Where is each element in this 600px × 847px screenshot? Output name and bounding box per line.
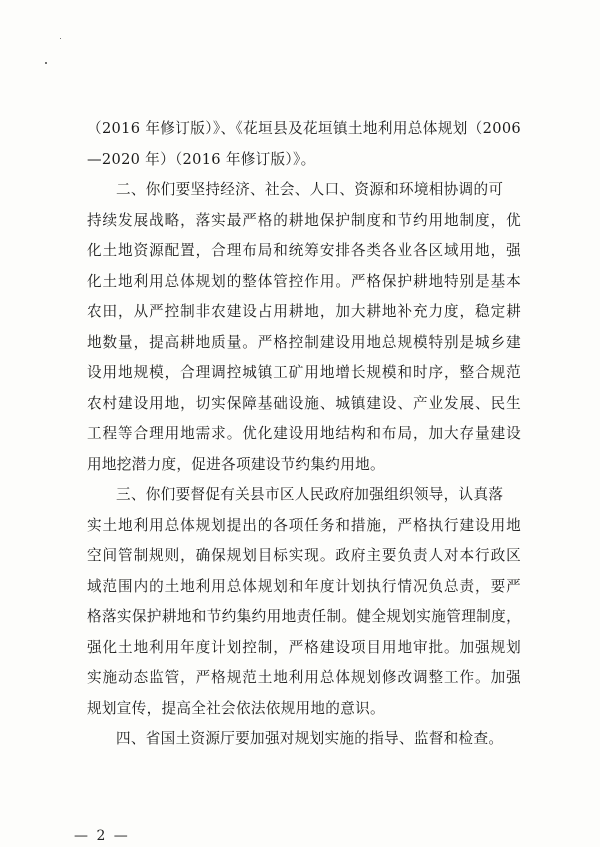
text-line: 工程等合理用地需求。优化建设用地结构和布局，加大存量建设 xyxy=(87,425,521,442)
text-line: 农田，从严控制非农建设占用耕地，加大耕地补充力度，稳定耕 xyxy=(87,303,521,320)
text-line: 域范围内的土地利用总体规划和年度计划执行情况负总责，要严 xyxy=(87,577,521,595)
text-line: 四、省国土资源厅要加强对规划实施的指导、监督和检查。 xyxy=(116,730,504,747)
text-line: 地数量，提高耕地质量。严格控制建设用地总规模特别是城乡建 xyxy=(87,333,521,351)
text-line: 二、你们要坚持经济、社会、人口、资源和环境相协调的可 xyxy=(116,181,504,198)
text-line: 实施动态监管，严格规范土地利用总体规划修改调整工作。加强 xyxy=(87,669,521,686)
text-line: 规划宣传，提高全社会依法依规用地的意识。 xyxy=(87,699,385,717)
text-line: 持续发展战略，落实最严格的耕地保护制度和节约用地制度，优 xyxy=(87,211,521,229)
text-line: 强化土地利用年度计划控制，严格建设项目用地审批。加强规划 xyxy=(87,638,521,656)
scan-speck xyxy=(45,62,47,64)
text-line: 三、你们要督促有关县市区人民政府加强组织领导，认真落 xyxy=(116,486,504,503)
scan-speck xyxy=(60,38,61,39)
text-line: （2016 年修订版）》、《花垣县及花垣镇土地利用总体规划（2006 xyxy=(87,120,521,137)
text-line: 格落实保护耕地和节约集约用地责任制。健全规划实施管理制度， xyxy=(87,608,521,625)
text-line: 空间管制规则，确保规划目标实现。政府主要负责人对本行政区 xyxy=(87,547,521,564)
text-line: 实土地利用总体规划提出的各项任务和措施，严格执行建设用地 xyxy=(87,516,521,534)
text-line: 化土地资源配置，合理布局和统筹安排各类各业各区域用地，强 xyxy=(87,242,521,259)
text-line: 农村建设用地，切实保障基础设施、城镇建设、产业发展、民生 xyxy=(87,394,521,412)
text-line: 设用地规模，合理调控城镇工矿用地增长规模和时序，整合规范 xyxy=(87,364,521,381)
text-line: 用地挖潜力度，促进各项建设节约集约用地。 xyxy=(87,455,385,473)
document-body xyxy=(87,114,521,755)
text-line: 化土地利用总体规划的整体管控作用。严格保护耕地特别是基本 xyxy=(87,272,521,290)
text-line: —2020 年）（2016 年修订版）》。 xyxy=(87,150,316,168)
page-number: — 2 — xyxy=(74,828,130,844)
